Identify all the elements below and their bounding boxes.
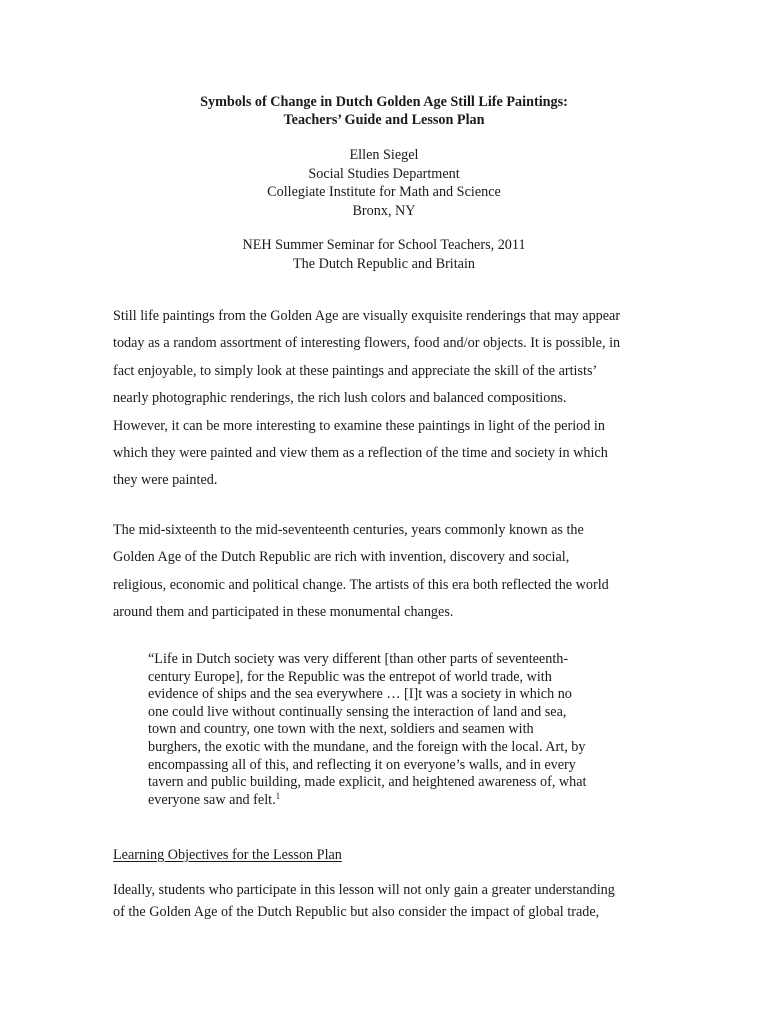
author-info bbox=[0, 146, 768, 220]
author-name: Ellen Siegel bbox=[349, 147, 419, 163]
paragraph-line: fact enjoyable, to simply look at these paintings and appreciate the skill of the artists’ bbox=[113, 362, 598, 379]
paragraph-line: Still life paintings from the Golden Age are visually exquisite renderings that may appear bbox=[113, 308, 621, 324]
paragraph-line: Golden Age of the Dutch Republic are rich with invention, discovery and social, bbox=[113, 549, 570, 566]
author-school: Collegiate Institute for Math and Science bbox=[267, 184, 501, 200]
block-quote bbox=[148, 651, 628, 809]
document-title bbox=[0, 93, 768, 129]
quote-line: evidence of ships and the sea everywhere … [I]t was a society in which no bbox=[148, 686, 572, 703]
footnote-marker[interactable]: 1 bbox=[275, 790, 281, 801]
quote-line: everyone saw and felt. bbox=[148, 791, 276, 808]
author-location: Bronx, NY bbox=[352, 202, 416, 219]
paragraph-line: around them and participated in these monumental changes. bbox=[113, 604, 454, 621]
seminar-name: NEH Summer Seminar for School Teachers, 2011 bbox=[242, 237, 526, 253]
quote-line: burghers, the exotic with the mundane, and the foreign with the local. Art, by bbox=[148, 738, 586, 755]
context-paragraph bbox=[113, 517, 673, 627]
quote-line: one could live without continually sensing the interaction of land and sea, bbox=[148, 703, 567, 720]
paragraph-line: nearly photographic renderings, the rich lush colors and balanced compositions. bbox=[113, 390, 567, 407]
paragraph-line: which they were painted and view them as a reflection of the time and society in which bbox=[113, 445, 608, 462]
paragraph-line: However, it can be more interesting to examine these paintings in light of the period in bbox=[113, 417, 605, 434]
author-department: Social Studies Department bbox=[308, 165, 460, 182]
intro-paragraph bbox=[113, 303, 673, 495]
paragraph-line: religious, economic and political change. The artists of this era both reflected the world bbox=[113, 576, 609, 593]
paragraph-line: of the Golden Age of the Dutch Republic but also consider the impact of global trade, bbox=[113, 904, 600, 920]
paragraph-line: today as a random assortment of interesting flowers, food and/or objects. It is possible, in bbox=[113, 335, 621, 352]
quote-line: century Europe], for the Republic was the entrepot of world trade, with bbox=[148, 668, 552, 685]
paragraph-line: Ideally, students who participate in this lesson will not only gain a greater understanding bbox=[113, 882, 615, 898]
quote-line: town and country, one town with the next, soldiers and seamen with bbox=[148, 721, 534, 738]
seminar-subtitle: The Dutch Republic and Britain bbox=[292, 255, 476, 272]
objectives-paragraph bbox=[113, 879, 615, 923]
section-heading-learning-objectives: Learning Objectives for the Lesson Plan bbox=[113, 847, 342, 863]
seminar-info bbox=[0, 236, 768, 273]
quote-line: “Life in Dutch society was very different [than other parts of seventeenth- bbox=[148, 651, 569, 667]
paragraph-line: they were painted. bbox=[113, 472, 218, 489]
title-line-1: Symbols of Change in Dutch Golden Age Still Life Paintings: bbox=[200, 94, 568, 110]
quote-last-line bbox=[148, 792, 628, 810]
quote-line: encompassing all of this, and reflecting it on everyone’s walls, and in every bbox=[148, 756, 576, 773]
title-line-2: Teachers’ Guide and Lesson Plan bbox=[283, 112, 485, 128]
quote-line: tavern and public building, made explicit, and heightened awareness of, what bbox=[148, 774, 587, 791]
paragraph-line: The mid-sixteenth to the mid-seventeenth centuries, years commonly known as the bbox=[113, 522, 584, 538]
